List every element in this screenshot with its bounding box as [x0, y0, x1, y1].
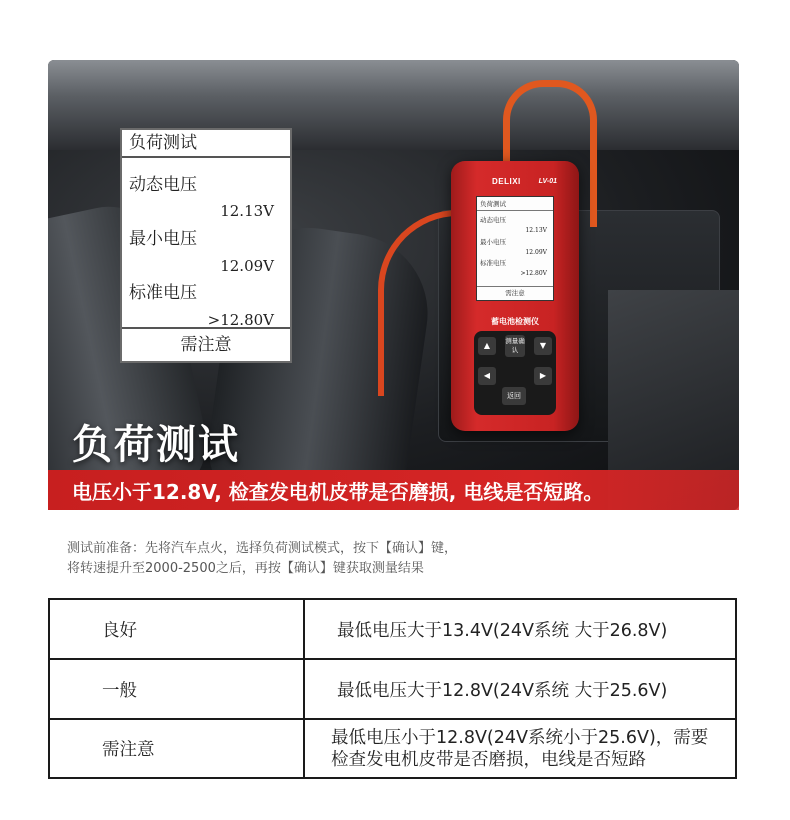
table-row: [49, 599, 736, 659]
measure-confirm-key[interactable]: 测量确认: [505, 335, 525, 357]
zoomed-screen: [120, 128, 292, 363]
criteria-cell: 最低电压大于12.8V(24V系统 大于25.6V): [304, 659, 736, 719]
criteria-line-2: 检查发电机皮带是否磨损，电线是否短路: [331, 749, 646, 770]
device-screen-title: 负荷测试: [477, 197, 553, 211]
warning-banner-text: 电压小于12.8V, 检查发电机皮带是否磨损, 电线是否短路。: [72, 480, 604, 504]
battery-tester-device: [451, 161, 579, 431]
criteria-cell: 最低电压大于13.4V(24V系统 大于26.8V): [304, 599, 736, 659]
device-model: LV-01: [538, 178, 557, 185]
table-row: [49, 659, 736, 719]
device-label: 蓄电池检测仪: [491, 317, 539, 326]
device-brand: DELIXI: [492, 177, 521, 186]
table-row: [49, 719, 736, 778]
device-value-standard: >12.80V: [520, 270, 547, 277]
device-label-min: 最小电压: [480, 238, 506, 246]
zoom-value-dynamic: 12.13V: [220, 202, 274, 220]
device-screen: [476, 196, 554, 301]
left-arrow-key-icon[interactable]: ◀: [478, 367, 496, 385]
description-line-1: 测试前准备：先将汽车点火，选择负荷测试模式，按下【确认】键，: [67, 541, 458, 556]
zoom-value-min: 12.09V: [220, 257, 274, 275]
device-screen-footer: 需注意: [477, 286, 553, 300]
zoom-screen-footer: 需注意: [122, 327, 290, 361]
hero-title: 负荷测试: [72, 422, 240, 468]
up-arrow-key-icon[interactable]: ▲: [478, 337, 496, 355]
warning-banner: [48, 470, 739, 510]
description-line-2: 将转速提升至2000-2500之后，再按【确认】键获取测量结果: [67, 561, 424, 576]
zoom-label-dynamic: 动态电压: [129, 175, 197, 195]
zoom-value-standard: >12.80V: [207, 311, 274, 329]
status-cell: 需注意: [49, 719, 304, 778]
status-cell: 一般: [49, 659, 304, 719]
device-label-standard: 标准电压: [480, 259, 506, 267]
device-value-min: 12.09V: [525, 249, 547, 256]
back-key[interactable]: 返回: [502, 387, 526, 405]
result-table: [48, 598, 737, 779]
device-value-dynamic: 12.13V: [525, 227, 547, 234]
criteria-line-1: 最低电压小于12.8V(24V系统小于25.6V)，需要: [331, 727, 709, 748]
device-keypad: [474, 331, 556, 415]
zoom-label-min: 最小电压: [129, 229, 197, 249]
down-arrow-key-icon[interactable]: ▼: [534, 337, 552, 355]
status-cell: 良好: [49, 599, 304, 659]
criteria-cell: [304, 719, 736, 778]
device-label-dynamic: 动态电压: [480, 216, 506, 224]
right-arrow-key-icon[interactable]: ▶: [534, 367, 552, 385]
zoom-screen-title: 负荷测试: [122, 130, 290, 158]
zoom-label-standard: 标准电压: [129, 283, 197, 303]
test-preparation-text: [67, 539, 457, 579]
